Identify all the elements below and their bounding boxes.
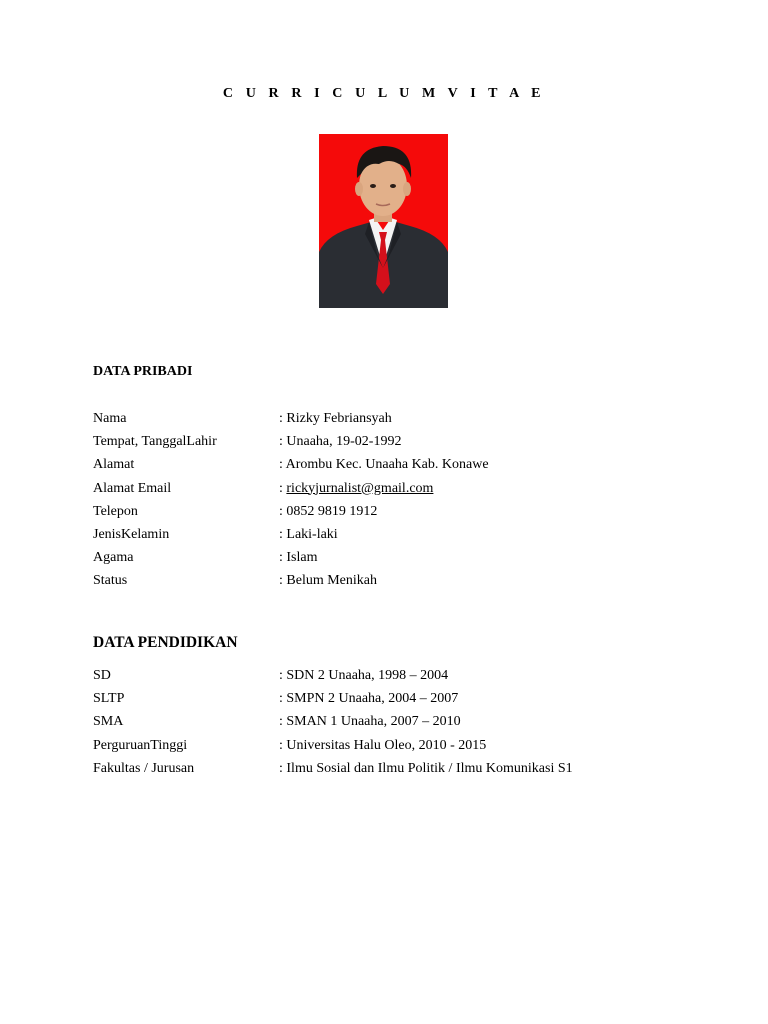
field-value: : Laki-laki [279, 526, 338, 542]
education-data-heading: DATA PENDIDIKAN [93, 634, 238, 651]
field-label: JenisKelamin [93, 526, 170, 542]
field-value [279, 480, 433, 497]
field-value: : Belum Menikah [279, 573, 377, 589]
field-label: Tempat, TanggalLahir [93, 434, 217, 450]
field-label: Nama [93, 411, 127, 426]
field-label: Telepon [93, 503, 138, 519]
field-label: SD [93, 668, 111, 683]
field-value: : Rizky Febriansyah [279, 411, 392, 426]
field-label: PerguruanTinggi [93, 737, 188, 753]
list-item [93, 503, 693, 526]
page-title: C U R R I C U L U M V I T A E [222, 86, 546, 101]
field-label: Alamat Email [93, 480, 172, 496]
field-value: : Islam [279, 550, 318, 566]
field-value: : Universitas Halu Oleo, 2010 - 2015 [279, 737, 487, 753]
email-prefix: : [279, 480, 287, 496]
field-value: : Ilmu Sosial dan Ilmu Politik / Ilmu Komunikasi S1 [279, 760, 573, 776]
list-item [93, 737, 693, 760]
field-value: : SMPN 2 Unaaha, 2004 – 2007 [279, 691, 459, 707]
field-label: Status [93, 573, 128, 589]
list-item [93, 713, 693, 736]
list-item [93, 572, 693, 595]
field-value: : Arombu Kec. Unaaha Kab. Konawe [279, 457, 489, 473]
list-item [93, 690, 693, 713]
list-item [93, 526, 693, 549]
field-label: SLTP [93, 691, 125, 707]
education-data-list [93, 667, 693, 783]
field-value: : SMAN 1 Unaaha, 2007 – 2010 [279, 714, 461, 730]
email-link[interactable]: rickyjurnalist@gmail.com [286, 480, 434, 496]
list-item [93, 433, 693, 456]
field-value: : 0852 9819 1912 [279, 503, 378, 519]
profile-photo [319, 134, 448, 308]
list-item [93, 667, 693, 690]
list-item [93, 410, 693, 433]
personal-data-heading: DATA PRIBADI [93, 364, 193, 379]
field-label: Alamat [93, 457, 135, 473]
list-item [93, 549, 693, 572]
portrait-photo-icon [319, 134, 448, 308]
field-label: SMA [93, 714, 124, 730]
field-value: : Unaaha, 19-02-1992 [279, 434, 402, 450]
list-item [93, 456, 693, 479]
personal-data-list [93, 410, 693, 596]
field-label: Agama [93, 550, 134, 566]
field-value: : SDN 2 Unaaha, 1998 – 2004 [279, 668, 449, 683]
list-item [93, 760, 693, 783]
field-label: Fakultas / Jurusan [93, 760, 195, 776]
list-item [93, 480, 693, 503]
